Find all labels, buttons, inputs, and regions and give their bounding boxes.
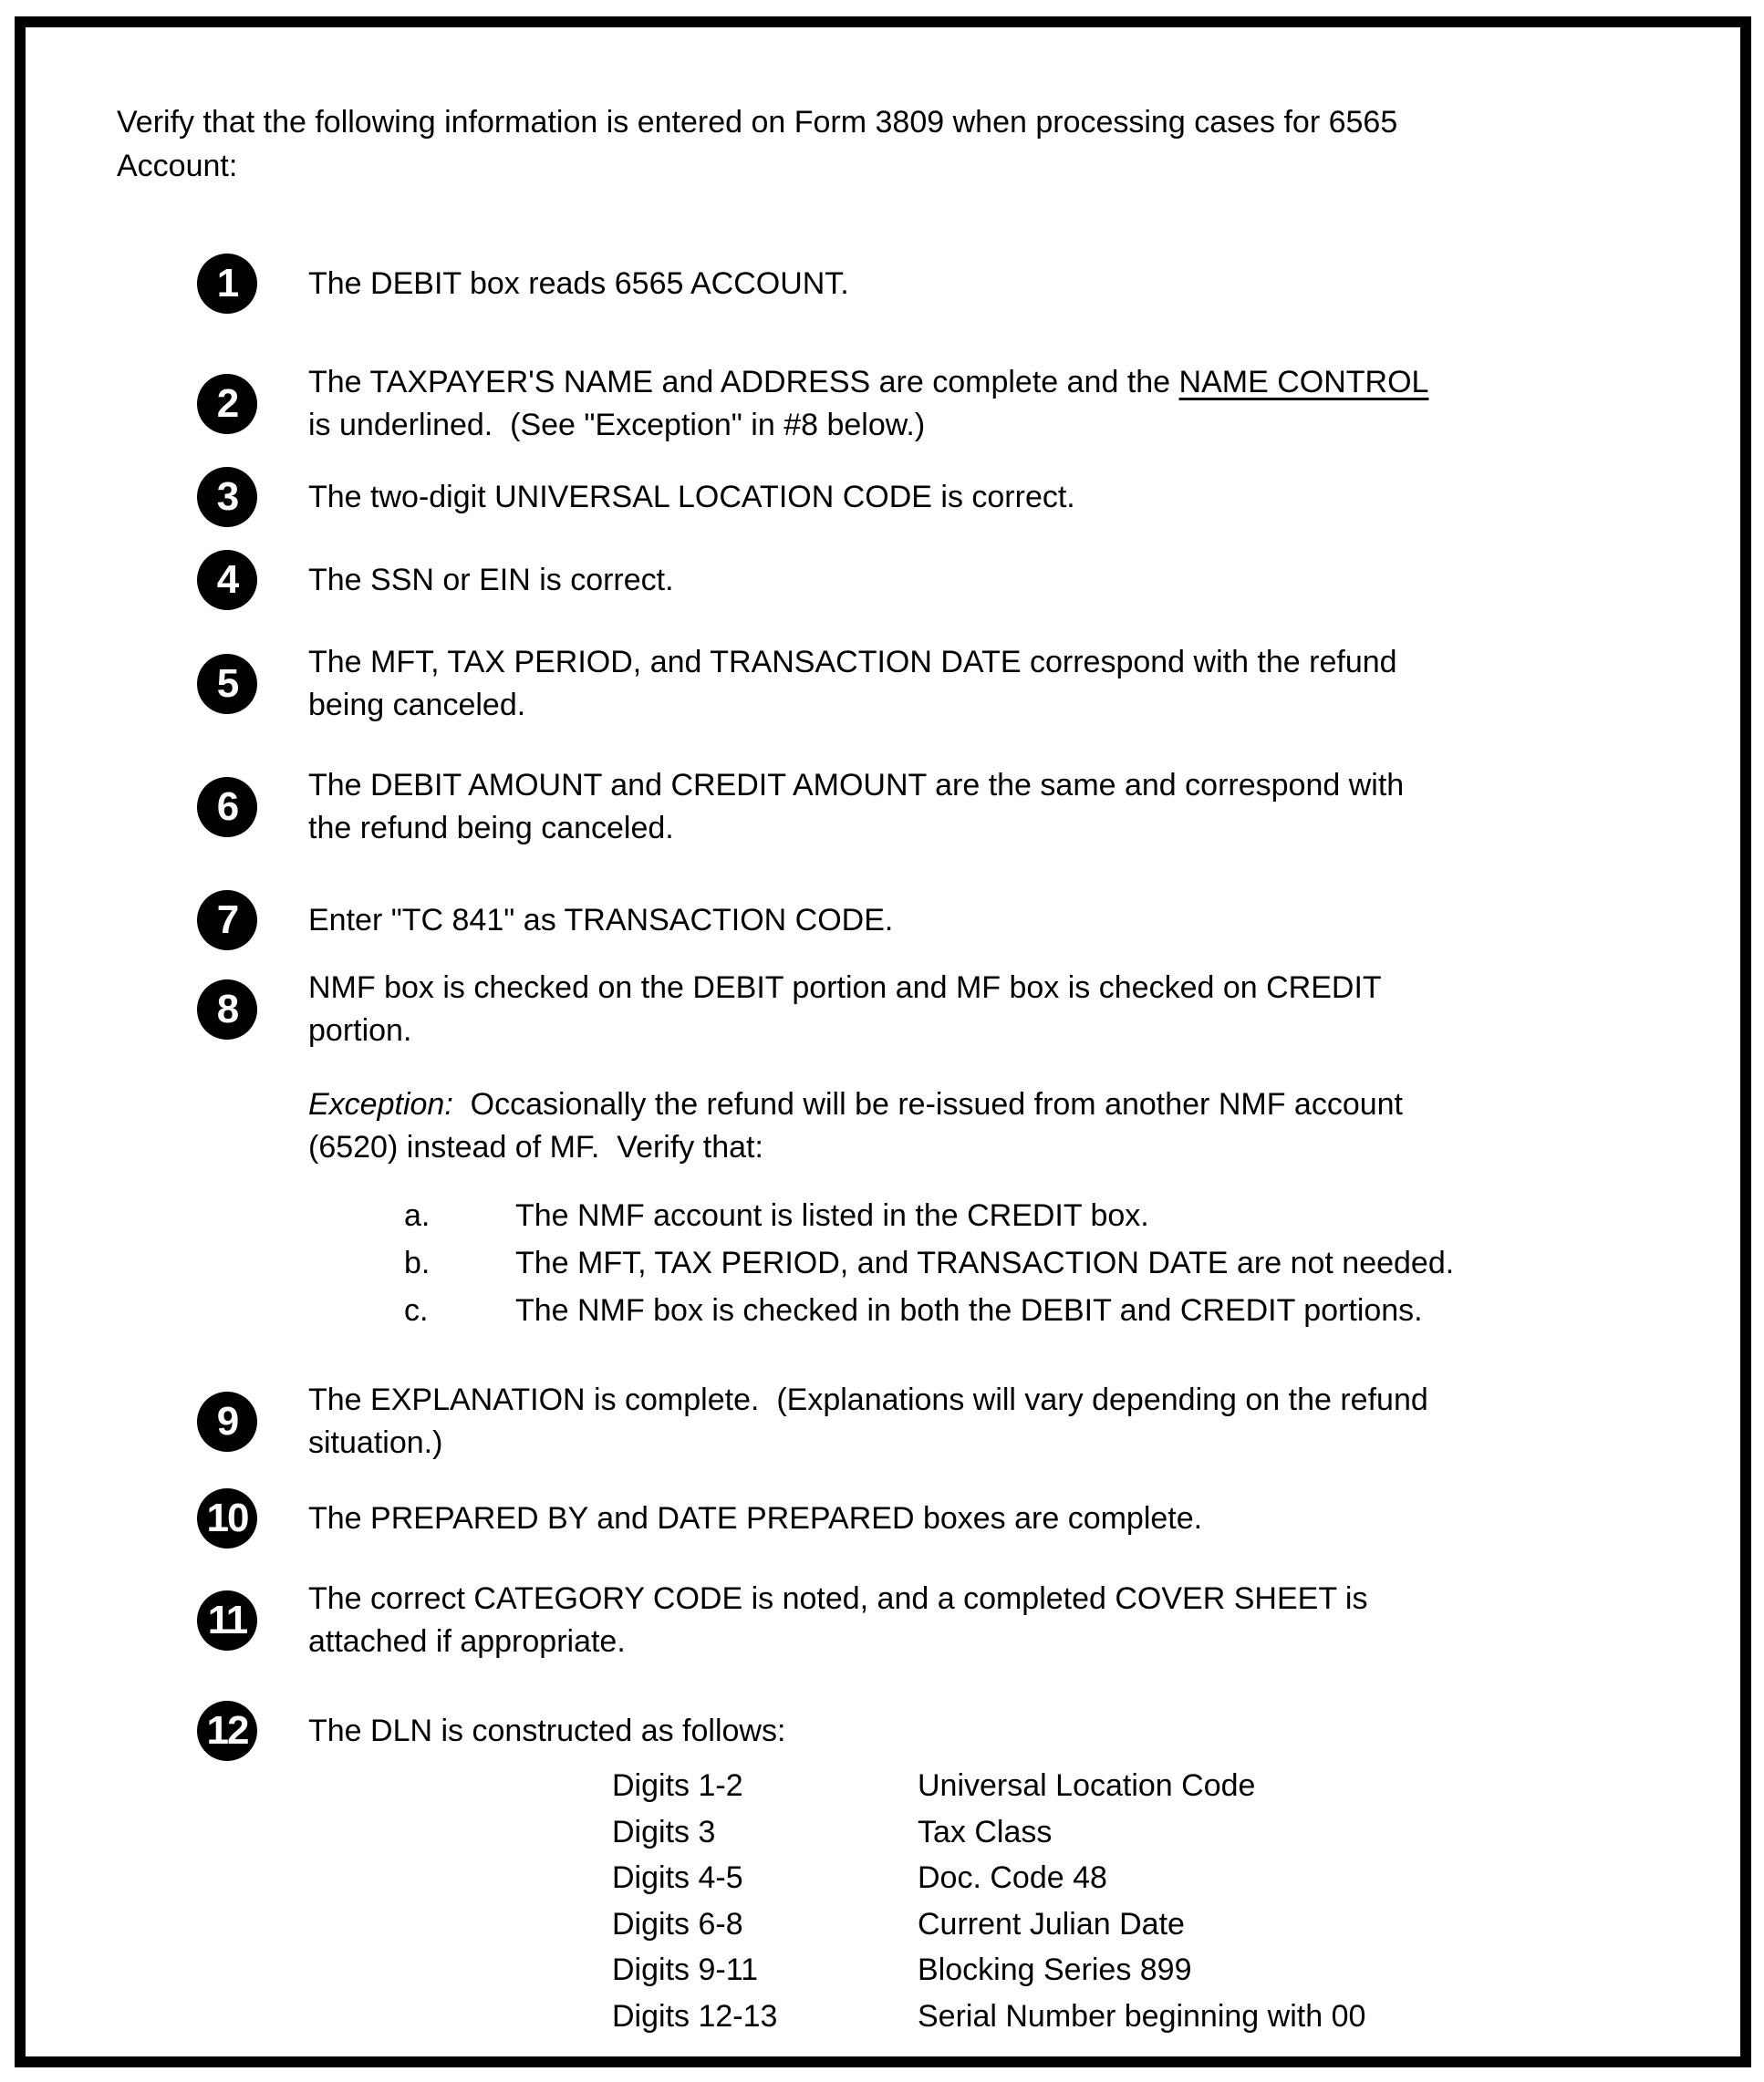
item-3-text <box>308 476 1736 519</box>
text-line: The correct CATEGORY CODE is noted, and a completed COVER SHEET is <box>308 1581 1368 1616</box>
badge-number: 9 <box>216 1399 238 1444</box>
dln-row <box>612 1763 1365 1809</box>
dln-row <box>612 1994 1365 2040</box>
item-10-text <box>308 1497 1736 1540</box>
text-line: attached if appropriate. <box>308 1624 626 1659</box>
sub-item-text: The NMF box is checked in both the DEBIT and CREDIT portions. <box>515 1293 1423 1328</box>
badge-number: 12 <box>206 1708 248 1753</box>
dln-digits-cell: Digits 9-11 <box>612 1953 758 1987</box>
item-2-text <box>308 361 1736 447</box>
checklist-item-11 <box>197 1578 1736 1663</box>
badge-number: 3 <box>216 474 238 519</box>
page-border-frame <box>15 16 1751 2067</box>
checklist-item-4 <box>197 550 1736 610</box>
badge-number: 4 <box>216 557 238 602</box>
item-8-text <box>308 967 1736 1052</box>
exception-note <box>308 1083 1736 1169</box>
dln-description-cell: Current Julian Date <box>918 1906 1185 1942</box>
item-11-number-badge <box>197 1590 257 1651</box>
dln-description-cell: Universal Location Code <box>918 1768 1256 1803</box>
item-9-text <box>308 1379 1736 1465</box>
item-5-number-badge <box>197 654 257 714</box>
checklist-item-12 <box>197 1701 1736 1761</box>
sub-item-letter: b. <box>404 1246 431 1280</box>
intro-line-1: Verify that the following information is entered on Form 3809 when processing cases for 6565 <box>117 105 1398 140</box>
item-11-text <box>308 1578 1736 1663</box>
dln-digits-cell: Digits 3 <box>612 1814 716 1849</box>
text-line: NMF box is checked on the DEBIT portion and MF box is checked on CREDIT <box>308 970 1382 1005</box>
item-6-number-badge <box>197 777 257 837</box>
text-line: being canceled. <box>308 688 526 722</box>
text-line: The SSN or EIN is correct. <box>308 562 674 597</box>
sub-item-letter: c. <box>404 1293 429 1328</box>
sub-item-text: The NMF account is listed in the CREDIT box. <box>515 1198 1149 1233</box>
checklist-item-2 <box>197 361 1736 447</box>
exception-sub-item-a <box>404 1195 1736 1238</box>
text-line: The DEBIT AMOUNT and CREDIT AMOUNT are the same and correspond with <box>308 768 1405 803</box>
item-4-text <box>308 559 1736 602</box>
dln-row <box>612 1809 1365 1856</box>
badge-number: 5 <box>216 661 238 706</box>
text-line: The PREPARED BY and DATE PREPARED boxes are complete. <box>308 1500 1203 1536</box>
sub-item-text: The MFT, TAX PERIOD, and TRANSACTION DATE are not needed. <box>515 1246 1455 1280</box>
intro-paragraph <box>117 100 1731 188</box>
dln-digits-cell: Digits 1-2 <box>612 1768 743 1803</box>
item-5-text <box>308 641 1736 727</box>
checklist-item-10 <box>197 1488 1736 1549</box>
text-line <box>308 361 1736 404</box>
exception-label: Exception: <box>308 1087 453 1122</box>
item-12-text <box>308 1710 1736 1753</box>
checklist-item-5 <box>197 641 1736 727</box>
checklist-item-9 <box>197 1379 1736 1465</box>
text-line: Enter "TC 841" as TRANSACTION CODE. <box>308 902 894 937</box>
item-2-number-badge <box>197 374 257 434</box>
text-line: The DLN is constructed as follows: <box>308 1713 786 1748</box>
text-line: The DEBIT box reads 6565 ACCOUNT. <box>308 265 849 301</box>
text-line: the refund being canceled. <box>308 811 674 845</box>
item-7-number-badge <box>197 890 257 950</box>
checklist-item-6 <box>197 764 1736 850</box>
badge-number: 2 <box>216 381 238 426</box>
text-line: The MFT, TAX PERIOD, and TRANSACTION DATE correspond with the refund <box>308 645 1397 679</box>
dln-digits-cell: Digits 6-8 <box>612 1906 743 1942</box>
dln-row <box>612 1947 1365 1994</box>
text-line: is underlined. (See "Exception" in #8 below.) <box>308 408 926 442</box>
sub-item-letter: a. <box>404 1198 431 1233</box>
exception-sub-item-c <box>404 1290 1736 1332</box>
dln-digits-cell: Digits 4-5 <box>612 1860 743 1895</box>
badge-number: 1 <box>216 261 238 306</box>
badge-number: 7 <box>216 897 238 942</box>
item-10-number-badge <box>197 1488 257 1549</box>
item-6-text <box>308 764 1736 850</box>
badge-number: 10 <box>206 1496 248 1540</box>
intro-line-2: Account: <box>117 149 238 183</box>
dln-description-cell: Serial Number beginning with 00 <box>918 1998 1366 2034</box>
dln-description-cell: Blocking Series 899 <box>918 1953 1192 1987</box>
dln-row <box>612 1901 1365 1948</box>
exception-line1-rest: Occasionally the refund will be re-issued from another NMF account <box>452 1087 1403 1122</box>
item-12-number-badge <box>197 1701 257 1761</box>
item-9-number-badge <box>197 1392 257 1452</box>
checklist-item-7 <box>197 890 1736 950</box>
text-line: situation.) <box>308 1425 443 1460</box>
checklist-item-1 <box>197 254 1736 314</box>
badge-number: 6 <box>216 784 238 829</box>
item-3-number-badge <box>197 467 257 527</box>
exception-line-2: (6520) instead of MF. Verify that: <box>308 1130 763 1165</box>
text-line: portion. <box>308 1013 412 1048</box>
item-4-number-badge <box>197 550 257 610</box>
badge-number: 8 <box>216 987 238 1031</box>
checklist-item-8 <box>197 967 1736 1052</box>
item-1-number-badge <box>197 254 257 314</box>
dln-row <box>612 1855 1365 1901</box>
checklist-item-3 <box>197 467 1736 527</box>
item-1-text <box>308 263 1736 306</box>
dln-description-cell: Doc. Code 48 <box>918 1860 1107 1895</box>
name-control-underlined: NAME CONTROL <box>1178 365 1429 399</box>
text-line: The EXPLANATION is complete. (Explanations will vary depending on the refund <box>308 1383 1428 1417</box>
item-2-line1-prefix: The TAXPAYER'S NAME and ADDRESS are complete and the <box>308 365 1179 399</box>
text-line: The two-digit UNIVERSAL LOCATION CODE is correct. <box>308 479 1075 514</box>
dln-table <box>612 1763 1365 2039</box>
exception-sub-item-b <box>404 1242 1736 1285</box>
item-7-text <box>308 899 1736 942</box>
exception-line-1 <box>308 1083 1736 1126</box>
dln-digits-cell: Digits 12-13 <box>612 1998 778 2034</box>
badge-number: 11 <box>207 1598 247 1642</box>
item-8-number-badge <box>197 979 257 1040</box>
dln-description-cell: Tax Class <box>918 1814 1053 1849</box>
